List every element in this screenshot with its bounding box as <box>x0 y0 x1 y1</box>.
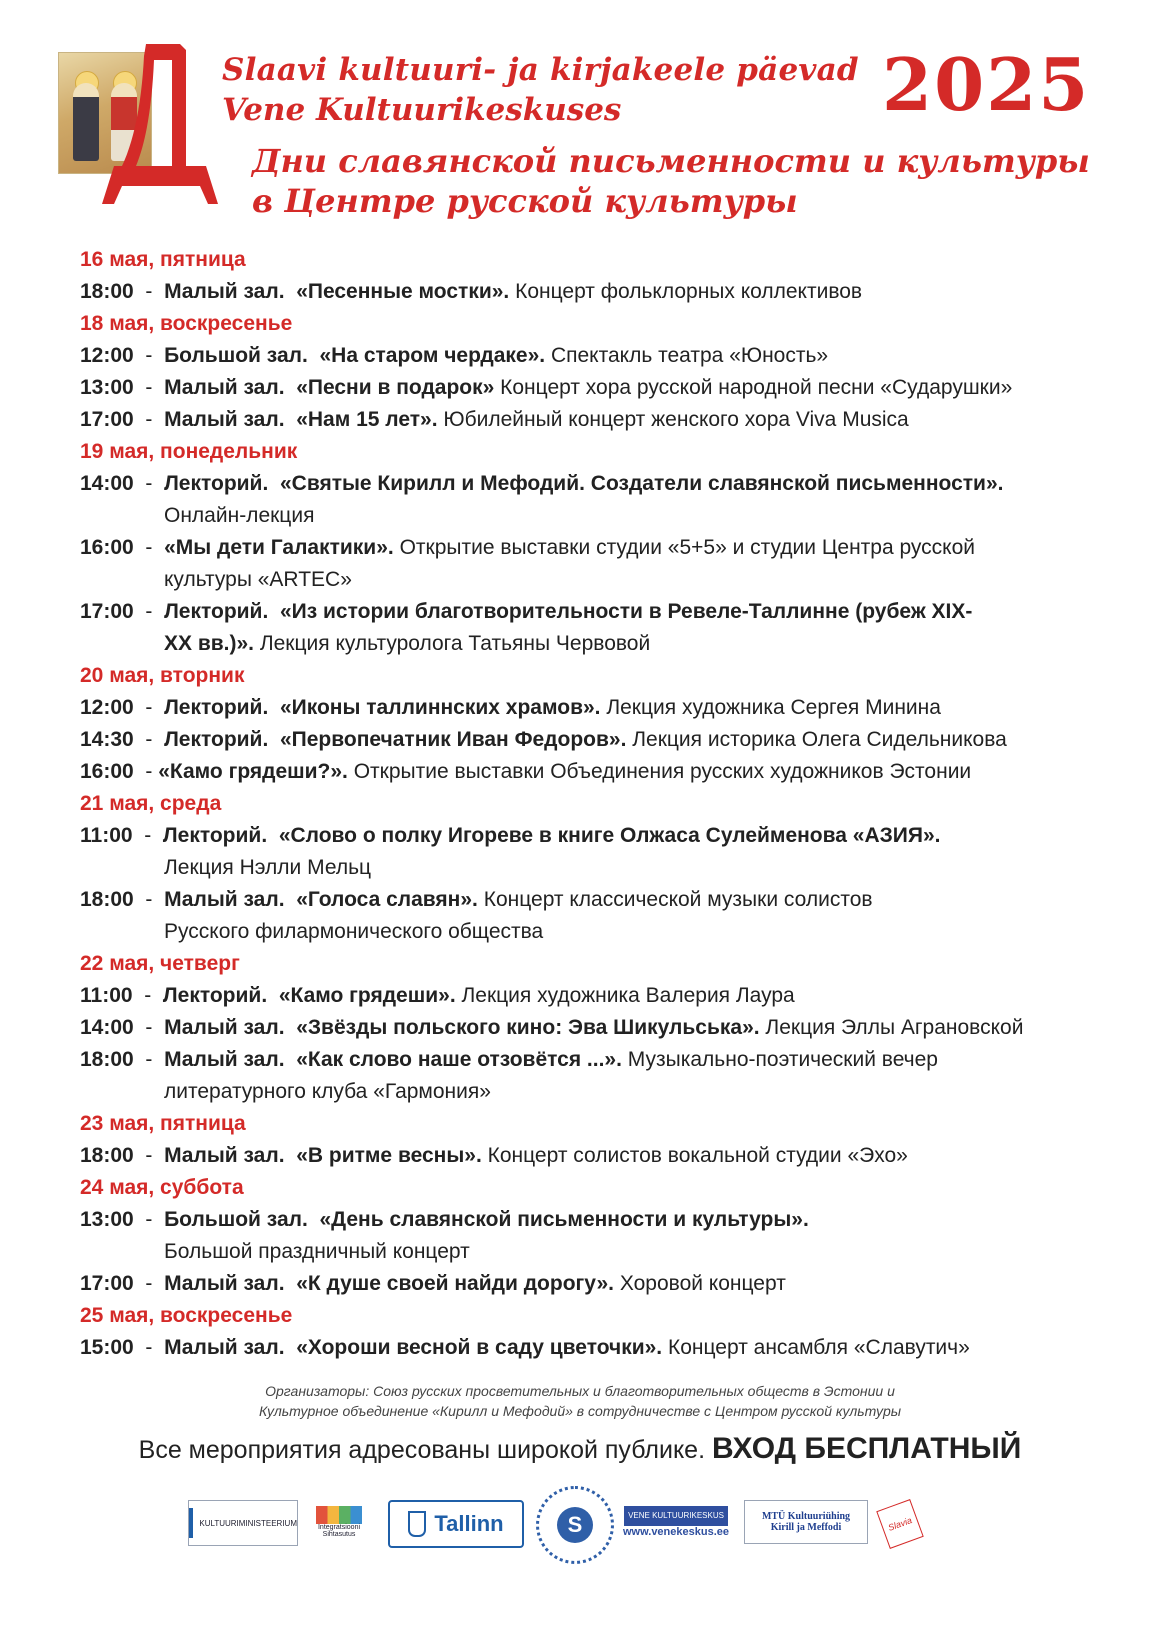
event-description-continuation: Лекция Нэлли Мельц <box>164 856 372 879</box>
event-separator: - <box>133 344 165 367</box>
day-heading: 25 мая, воскресенье <box>80 1304 293 1327</box>
event-title: Малый зал. «Песни в подарок» <box>164 376 495 399</box>
event-description-continuation: Большой праздничный концерт <box>164 1240 470 1263</box>
organizers-line: Организаторы: Союз русских просветительных и благотворительных обществ в Эстонии и <box>265 1383 895 1399</box>
integration-logo <box>306 1500 372 1544</box>
event-time: 17:00 <box>80 600 134 623</box>
event-row <box>80 980 1100 1012</box>
day-heading: 22 мая, четверг <box>80 952 240 975</box>
event-time: 16:00 <box>80 536 134 559</box>
event-description: Концерт солистов вокальной студии «Эхо» <box>481 1144 908 1167</box>
title-estonian-line-1: Slaavi kultuuri- ja kirjakeele päevad <box>222 52 859 88</box>
event-time: 17:00 <box>80 408 134 431</box>
ministry-logo <box>188 1500 298 1546</box>
event-title: Лекторий. «Святые Кирилл и Мефодий. Создатели славянской письменности». <box>164 472 1004 495</box>
event-row <box>80 1044 1100 1076</box>
event-description: Концерт ансамбля «Славутич» <box>662 1336 970 1359</box>
venekeskus-url: www.venekeskus.ee <box>623 1526 729 1538</box>
event-title: Малый зал. «Звёзды польского кино: Эва Шикульська». <box>164 1016 760 1039</box>
event-row <box>80 820 1100 852</box>
event-row <box>80 1332 1100 1364</box>
event-time: 15:00 <box>80 1336 134 1359</box>
event-description-continuation: Русского филармонического общества <box>164 920 544 943</box>
estonian-arms-icon <box>189 1508 193 1538</box>
event-separator: - <box>133 1144 165 1167</box>
event-row <box>80 372 1100 404</box>
title-russian-line-2: в Центре русской культуры <box>252 182 798 220</box>
event-description: Лекция историка Олега Сидельникова <box>626 728 1007 751</box>
event-description: Хоровой концерт <box>614 1272 786 1295</box>
event-continuation <box>80 916 1100 948</box>
ministry-logo-text: KULTUURIMINISTEERIUM <box>199 1518 297 1528</box>
day-heading: 21 мая, среда <box>80 792 222 815</box>
event-description-continuation: Лекция культуролога Татьяны Червовой <box>254 632 651 655</box>
event-time: 11:00 <box>80 984 133 1007</box>
tallinn-logo <box>388 1500 524 1548</box>
event-row <box>80 756 1100 788</box>
free-entry-notice <box>0 1432 1160 1466</box>
event-row <box>80 1268 1100 1300</box>
event-separator: - <box>133 696 165 719</box>
event-continuation <box>80 628 1100 660</box>
event-row <box>80 1012 1100 1044</box>
event-time: 14:30 <box>80 728 134 751</box>
puzzle-icon <box>316 1506 362 1524</box>
event-row <box>80 404 1100 436</box>
event-title: Малый зал. «Как слово наше отзовётся ...». <box>164 1048 622 1071</box>
event-separator: - <box>133 1048 165 1071</box>
event-separator: - <box>133 1016 165 1039</box>
day-heading: 16 мая, пятница <box>80 248 246 271</box>
event-title: Малый зал. «Хороши весной в саду цветочки». <box>164 1336 663 1359</box>
event-description: Концерт классической музыки солистов <box>477 888 873 911</box>
event-row <box>80 340 1100 372</box>
event-title: «Камо грядеши?». <box>158 760 348 783</box>
event-description: Лекция художника Сергея Минина <box>600 696 941 719</box>
slavia-logo: Slavia <box>876 1499 924 1549</box>
event-title: Большой зал. «День славянской письменности и культуры». <box>164 1208 809 1231</box>
day-heading: 24 мая, суббота <box>80 1176 244 1199</box>
header <box>0 0 1160 250</box>
initial-letter-de-icon <box>88 36 228 206</box>
event-time: 12:00 <box>80 696 134 719</box>
event-row <box>80 276 1100 308</box>
event-row <box>80 692 1100 724</box>
event-title: Малый зал. «Голоса славян». <box>164 888 478 911</box>
venekeskus-logo <box>622 1500 730 1544</box>
event-row <box>80 468 1100 500</box>
day-heading: 23 мая, пятница <box>80 1112 246 1135</box>
day-heading: 18 мая, воскресенье <box>80 312 293 335</box>
event-separator: - <box>133 728 165 751</box>
event-description-continuation: культуры «ARTEC» <box>164 568 352 591</box>
event-title: Лекторий. «Иконы таллиннских храмов». <box>164 696 601 719</box>
event-row <box>80 1140 1100 1172</box>
event-row <box>80 884 1100 916</box>
event-time: 14:00 <box>80 1016 134 1039</box>
free-entry-strong: ВХОД БЕСПЛАТНЫЙ <box>711 1432 1022 1465</box>
event-title: Малый зал. «Песенные мостки». <box>164 280 510 303</box>
event-separator: - <box>133 472 165 495</box>
event-separator: - <box>133 280 165 303</box>
venekeskus-title: VENE KULTUURIKESKUS <box>624 1506 728 1526</box>
event-time: 18:00 <box>80 280 134 303</box>
event-time: 18:00 <box>80 1048 134 1071</box>
event-row <box>80 1204 1100 1236</box>
event-time: 11:00 <box>80 824 133 847</box>
event-title: Лекторий. «Камо грядеши». <box>162 984 456 1007</box>
union-seal-logo <box>536 1486 614 1564</box>
event-continuation <box>80 500 1100 532</box>
event-description: Спектакль театра «Юность» <box>545 344 829 367</box>
event-description: Лекция Эллы Аграновской <box>759 1016 1024 1039</box>
event-title: «Мы дети Галактики». <box>164 536 394 559</box>
tallinn-shield-icon <box>408 1511 426 1537</box>
event-title: Лекторий. «Слово о полку Игореве в книге Олжаса Сулейменова «АЗИЯ». <box>162 824 941 847</box>
event-description-continuation: Онлайн-лекция <box>164 504 315 527</box>
event-title: Лекторий. «Первопечатник Иван Федоров». <box>164 728 627 751</box>
event-description: Юбилейный концерт женского хора Viva Musica <box>437 408 909 431</box>
event-description: Лекция художника Валерия Лаура <box>455 984 795 1007</box>
title-russian-line-1: Дни славянской письменности и культуры <box>252 142 1090 180</box>
event-time: 13:00 <box>80 1208 134 1231</box>
title-estonian-line-2: Vene Kultuurikeskuses <box>222 92 622 128</box>
event-description: Открытие выставки студии «5+5» и студии Центра русской <box>393 536 976 559</box>
event-time: 18:00 <box>80 1144 134 1167</box>
year-label: 2025 <box>882 42 1091 127</box>
event-time: 13:00 <box>80 376 134 399</box>
event-title: Малый зал. «В ритме весны». <box>164 1144 482 1167</box>
schedule <box>80 244 1100 1364</box>
event-separator: - <box>133 536 165 559</box>
event-row <box>80 596 1100 628</box>
event-continuation <box>80 852 1100 884</box>
event-description: Концерт фольклорных коллективов <box>509 280 863 303</box>
event-separator: - <box>132 984 163 1007</box>
integration-logo-text: Integratsiooni Sihtasutus <box>317 1524 361 1538</box>
event-separator: - <box>133 1272 165 1295</box>
event-continuation <box>80 1236 1100 1268</box>
event-separator: - <box>133 600 165 623</box>
event-row <box>80 724 1100 756</box>
event-description: Музыкально-поэтический вечер <box>621 1048 938 1071</box>
event-continuation <box>80 1076 1100 1108</box>
seal-letter-icon: S <box>557 1507 593 1543</box>
event-title: Малый зал. «Нам 15 лет». <box>164 408 438 431</box>
day-heading: 19 мая, понедельник <box>80 440 298 463</box>
event-title: Большой зал. «На старом чердаке». <box>164 344 546 367</box>
event-title: Лекторий. «Из истории благотворительности в Ревеле-Таллинне (рубеж XIX- <box>164 600 973 623</box>
event-time: 12:00 <box>80 344 134 367</box>
event-row <box>80 532 1100 564</box>
sponsor-logos <box>0 1490 1160 1560</box>
tallinn-logo-text: Tallinn <box>434 1511 504 1536</box>
organizers-line: Культурное объединение «Кирилл и Мефодий» в сотрудничестве с Центром русской культуры <box>258 1403 902 1419</box>
event-separator: - <box>133 376 165 399</box>
event-separator: - <box>133 408 165 431</box>
event-separator: - <box>132 824 163 847</box>
event-separator: - <box>133 1208 165 1231</box>
event-description: Открытие выставки Объединения русских художников Эстонии <box>347 760 972 783</box>
free-entry-text: Все мероприятия адресованы широкой публике. <box>138 1436 712 1464</box>
event-time: 16:00 <box>80 760 134 783</box>
event-title: Малый зал. «К душе своей найди дорогу». <box>164 1272 614 1295</box>
event-time: 18:00 <box>80 888 134 911</box>
mtu-logo: MTÜ Kultuuriühing Kirill ja Meffodi <box>744 1500 868 1544</box>
event-title-continuation: XX вв.)». <box>164 632 255 655</box>
event-description: Концерт хора русской народной песни «Сударушки» <box>494 376 1013 399</box>
day-heading: 20 мая, вторник <box>80 664 245 687</box>
event-time: 14:00 <box>80 472 134 495</box>
event-description-continuation: литературного клуба «Гармония» <box>164 1080 491 1103</box>
event-time: 17:00 <box>80 1272 134 1295</box>
event-separator: - <box>133 1336 165 1359</box>
event-separator: - <box>133 888 165 911</box>
event-separator: - <box>133 760 159 783</box>
event-continuation <box>80 564 1100 596</box>
